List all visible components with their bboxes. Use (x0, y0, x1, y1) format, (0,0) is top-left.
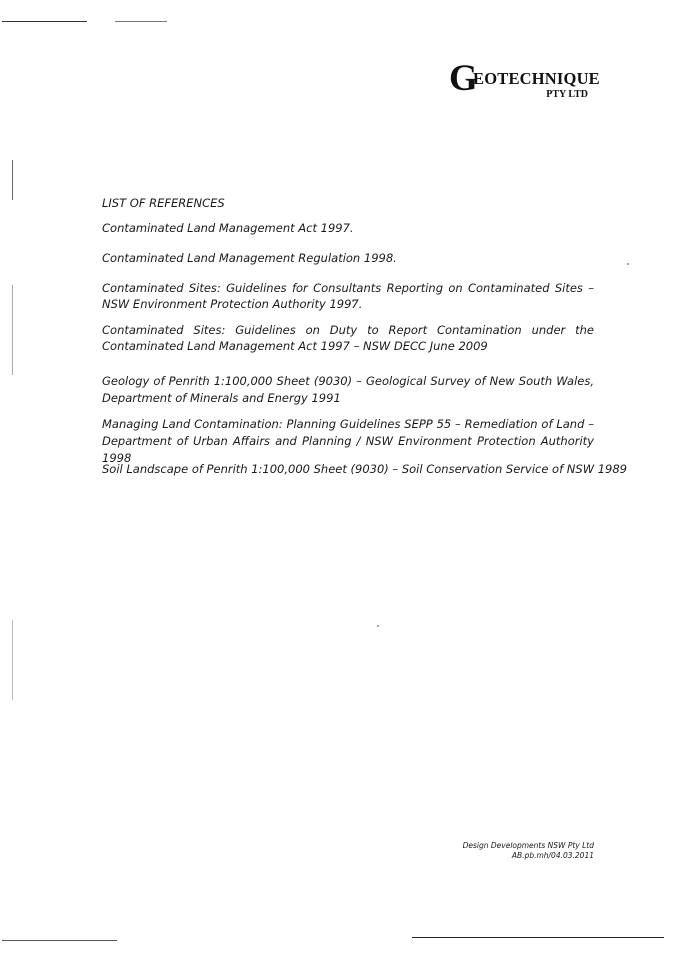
reference-item: Contaminated Land Management Act 1997. (102, 221, 354, 235)
scan-speck (627, 263, 629, 265)
company-logo (449, 58, 600, 106)
scan-speck (377, 625, 379, 627)
bottom-scan-line (2, 940, 117, 941)
bottom-scan-line (412, 937, 664, 938)
top-scan-line (115, 21, 167, 22)
reference-item: Soil Landscape of Penrith 1:100,000 Sheet (9030) – Soil Conservation Service of NSW 1989 (102, 462, 627, 476)
logo-subtitle: PTY LTD (546, 89, 588, 100)
left-scan-line (12, 285, 13, 375)
left-scan-line (12, 160, 13, 200)
footer-company: Design Developments NSW Pty Ltd (462, 841, 594, 850)
reference-item: Contaminated Sites: Guidelines on Duty to Report Contamination under the Contaminated Land Management Act 1997 – NSW DECC June 2009 (102, 323, 594, 353)
document-footer (463, 841, 594, 861)
logo-initial: G (449, 58, 478, 99)
reference-item: Contaminated Land Management Regulation 1998. (102, 251, 397, 265)
footer-reference-code: AB.pb.mh/04.03.2011 (511, 851, 594, 860)
reference-item: Geology of Penrith 1:100,000 Sheet (9030) – Geological Survey of New South Wales, Department of Minerals and Energy 1991 (102, 374, 594, 405)
reference-item: Contaminated Sites: Guidelines for Consultants Reporting on Contaminated Sites – NSW Environment Protection Authority 1997. (102, 281, 594, 311)
reference-item: Managing Land Contamination: Planning Guidelines SEPP 55 – Remediation of Land – Department of Urban Affairs and Planning / NSW Environment Protection Authority 1998 (102, 417, 594, 465)
references-heading: LIST OF REFERENCES (102, 196, 225, 210)
top-scan-line (2, 21, 87, 22)
logo-name: EOTECHNIQUE (473, 69, 600, 88)
left-scan-line (12, 620, 13, 700)
